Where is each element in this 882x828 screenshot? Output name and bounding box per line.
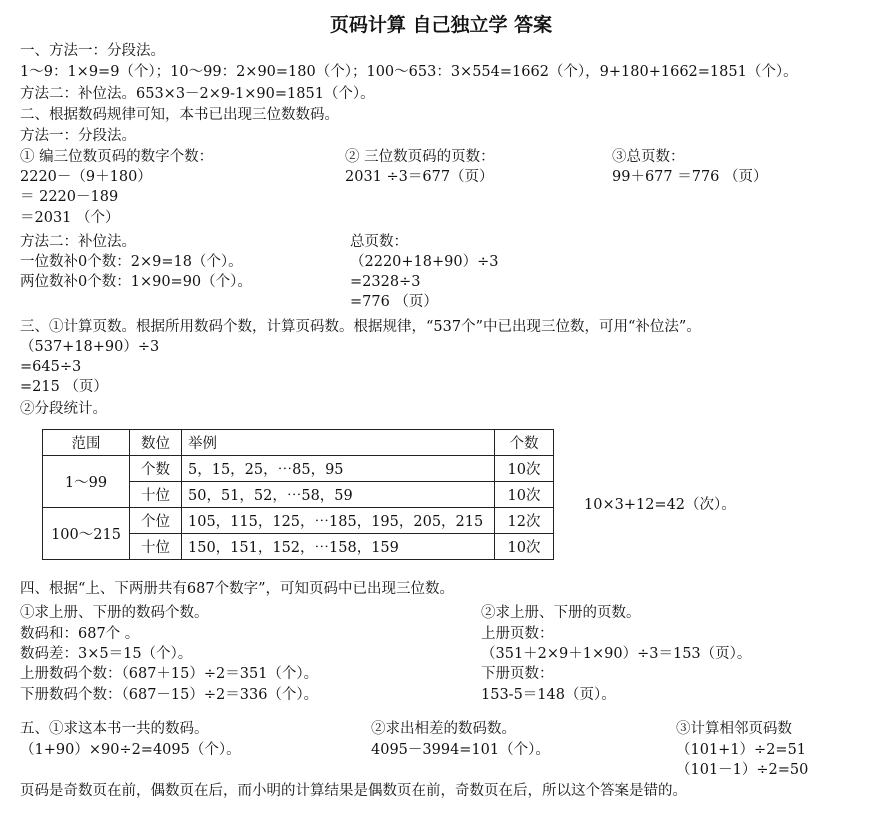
- s5-step3-line: （101－1）÷2=50: [676, 762, 809, 778]
- s1-method1-calc: 1～9：1×9=9（个）；10～99：2×90=180（个）；100～653：3×554=1662（个），9+180+1662=1851（个）。: [20, 64, 798, 80]
- s3-line: =645÷3: [20, 359, 82, 375]
- s5-step3-title: ③计算相邻页码数: [676, 721, 792, 737]
- table-cell: 10次: [495, 456, 554, 482]
- table-cell: 50，51，52，⋯58，59: [182, 482, 495, 508]
- s4-left-title: ①求上册、下册的数码个数。: [20, 605, 209, 621]
- table-cell: 10次: [495, 482, 554, 508]
- s4-left-line: 上册数码个数：（687＋15）÷2＝351（个）。: [20, 666, 319, 682]
- table-cell: 5，15，25，⋯85，95: [182, 456, 495, 482]
- digit-count-table: [42, 429, 554, 560]
- table-header-cell: 个数: [495, 430, 554, 456]
- s2-total-line: （2220+18+90）÷3: [350, 254, 499, 270]
- table-cell: 十位: [130, 482, 182, 508]
- page-title: 页码计算 自己独立学 答案: [329, 14, 553, 36]
- s3-heading: 三、①计算页数。根据所用数码个数，计算页码数。根据规律，“537个”中已出现三位数，可用“补位法”。: [20, 319, 701, 335]
- s2-method2-line: 一位数补0个数：2×9=18（个）。: [20, 254, 243, 270]
- s4-left-line: 数码和：687个 。: [20, 626, 140, 642]
- s4-right-line: （351＋2×9＋1×90）÷3＝153（页）。: [481, 646, 752, 662]
- table-cell: 12次: [495, 508, 554, 534]
- s2-total-title: 总页数：: [350, 234, 408, 250]
- s5-step2-line: 4095－3994=101（个）。: [371, 742, 550, 758]
- table-cell: 个位: [130, 508, 182, 534]
- table-header-cell: 范围: [43, 430, 130, 456]
- s4-right-line: 下册页数：: [481, 666, 554, 682]
- s3-side-calc: 10×3+12=42（次）。: [584, 497, 736, 513]
- s5-step1-title: 五、①求这本书一共的数码。: [20, 721, 209, 737]
- s5-step1-line: （1+90）×90÷2=4095（个）。: [20, 742, 241, 758]
- table-header-row: [43, 430, 554, 456]
- s2-step2-title: ② 三位数页码的页数：: [345, 149, 495, 165]
- table-row: [43, 456, 554, 482]
- s2-step1-line: ＝2031 （个）: [20, 210, 120, 226]
- s2-heading: 二、根据数码规律可知，本书已出现三位数数码。: [20, 107, 339, 123]
- table-cell: 个数: [130, 456, 182, 482]
- s4-left-line: 数码差：3×5＝15（个）。: [20, 646, 193, 662]
- table-cell: 105，115，125，⋯185，195，205，215: [182, 508, 495, 534]
- table-header-cell: 数位: [130, 430, 182, 456]
- s2-total-line: =776 （页）: [350, 294, 438, 310]
- s4-heading: 四、根据“上、下两册共有687个数字”，可知页码中已出现三位数。: [20, 581, 454, 597]
- s3-line: （537+18+90）÷3: [20, 339, 160, 355]
- s1-method2: 方法二：补位法。653×3－2×9-1×90=1851（个）。: [20, 86, 375, 102]
- s2-step2-line: 2031 ÷3＝677（页）: [345, 169, 494, 185]
- s2-step3-line: 99＋677 ＝776 （页）: [612, 169, 768, 185]
- s2-total-line: =2328÷3: [350, 274, 421, 290]
- table-header-cell: 举例: [182, 430, 495, 456]
- s2-step1-line: 2220－（9＋180）: [20, 169, 152, 185]
- s3-step2: ②分段统计。: [20, 401, 107, 417]
- s2-method2: 方法二：补位法。: [20, 234, 136, 250]
- s2-method2-line: 两位数补0个数：1×90=90（个）。: [20, 274, 252, 290]
- s1-heading: 一、方法一：分段法。: [20, 43, 165, 59]
- table-range-cell: 100～215: [43, 508, 130, 560]
- table-range-cell: 1～99: [43, 456, 130, 508]
- s5-step3-line: （101+1）÷2=51: [676, 742, 807, 758]
- table-cell: 150，151，152，⋯158，159: [182, 534, 495, 560]
- s4-right-line: 上册页数：: [481, 626, 554, 642]
- s2-step3-title: ③总页数：: [612, 149, 685, 165]
- s4-left-line: 下册数码个数：（687－15）÷2＝336（个）。: [20, 687, 319, 703]
- s5-conclusion: 页码是奇数页在前，偶数页在后，而小明的计算结果是偶数页在前，奇数页在后，所以这个答案是错的。: [20, 783, 687, 799]
- table-cell: 10次: [495, 534, 554, 560]
- s4-right-title: ②求上册、下册的页数。: [481, 605, 641, 621]
- s2-step1-title: ① 编三位数页码的数字个数：: [20, 149, 214, 165]
- s2-method1: 方法一：分段法。: [20, 128, 136, 144]
- table-row: [43, 508, 554, 534]
- s5-step2-title: ②求出相差的数码数。: [371, 721, 516, 737]
- s3-line: =215 （页）: [20, 379, 108, 395]
- table-cell: 十位: [130, 534, 182, 560]
- s2-step1-line: ＝ 2220－189: [20, 189, 119, 205]
- s4-right-line: 153-5＝148（页）。: [481, 687, 616, 703]
